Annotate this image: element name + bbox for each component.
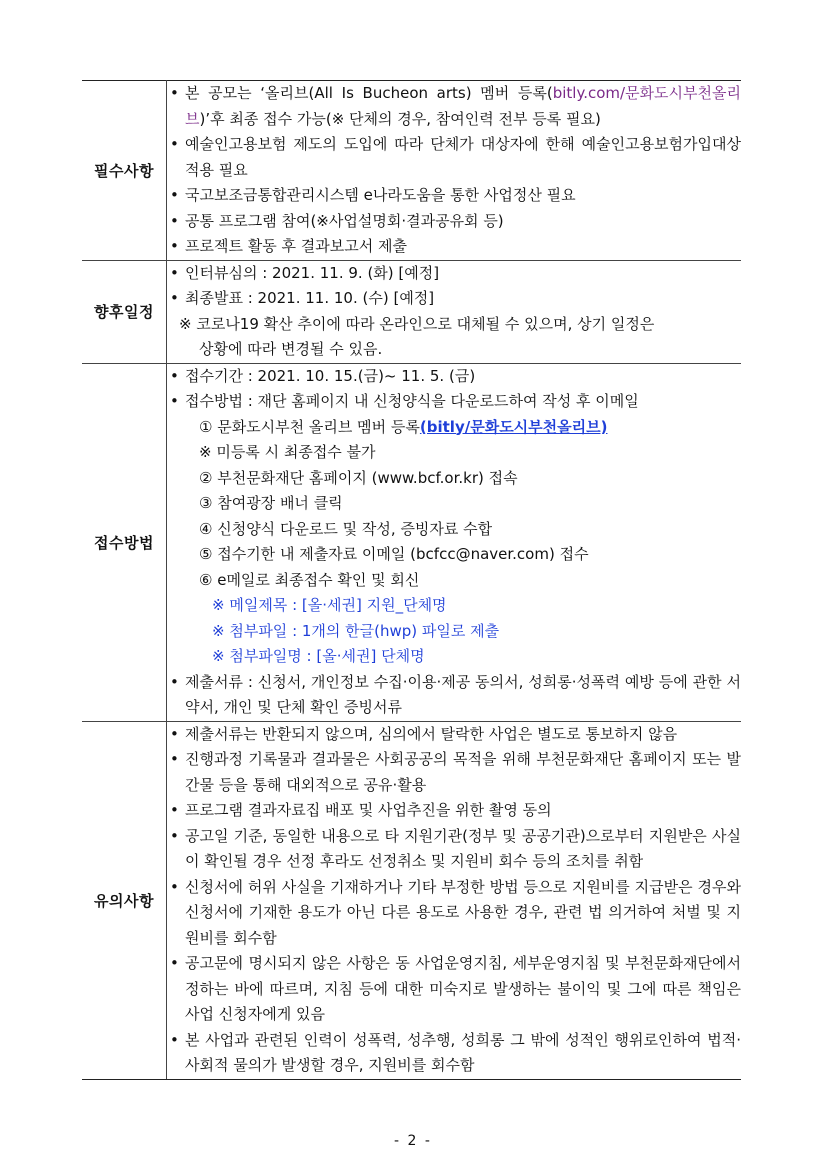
list-item: • 국고보조금통합관리시스템 e나라도움을 통한 사업정산 필요 [167, 183, 741, 209]
olive-registration-link[interactable]: (bitly/문화도시부천올리브) [419, 417, 608, 436]
list-item: • 공고일 기준, 동일한 내용으로 타 지원기관(정부 및 공공기관)으로부터 지원받은 사실이 확인될 경우 선정 후라도 선정취소 및 지원비 회수 등의 조치를 취함 [167, 824, 741, 875]
list-item: • 예술인고용보험 제도의 도입에 따라 단체가 대상자에 한해 예술인고용보험가입대상 적용 필요 [167, 132, 741, 183]
list-item: • 본 공모는 ‘올리브(All Is Bucheon arts) 멤버 등록(bitly.com/문화도시부천올리브)’후 최종 접수 가능(※ 단체의 경우, 참여인력 전부 등록 필요) [167, 81, 741, 132]
list-item: • 인터뷰심의 : 2021. 11. 9. (화) [예정] [167, 261, 741, 287]
list-item: • 프로그램 결과자료집 배포 및 사업추진을 위한 촬영 동의 [167, 798, 741, 824]
list-item: • 진행과정 기록물과 결과물은 사회공공의 목적을 위해 부천문화재단 홈페이지 또는 발간물 등을 통해 대외적으로 공유·활용 [167, 747, 741, 798]
list-item: • 접수방법 : 재단 홈페이지 내 신청양식을 다운로드하여 작성 후 이메일 [167, 389, 741, 415]
section-body-application [167, 363, 742, 721]
list-item: • 본 사업과 관련된 인력이 성폭력, 성추행, 성희롱 그 밖에 성적인 행위로인하여 법적·사회적 물의가 발생할 경우, 지원비를 회수함 [167, 1028, 741, 1079]
document-body [82, 80, 741, 1080]
section-title-schedule: 향후일정 [82, 260, 167, 363]
section-title-application: 접수방법 [82, 363, 167, 721]
section-body-schedule [167, 260, 742, 363]
section-schedule [82, 260, 741, 363]
step-note: ※ 미등록 시 최종접수 불가 [199, 443, 376, 461]
section-title-caution: 유의사항 [82, 721, 167, 1079]
section-application [82, 363, 741, 721]
section-required [82, 81, 741, 261]
step-item: ⑥ e메일로 최종접수 확인 및 회신 [199, 570, 420, 589]
section-title-required: 필수사항 [82, 81, 167, 261]
section-body-required [167, 81, 742, 261]
step-item: ③ 참여광장 배너 클릭 [199, 494, 343, 512]
schedule-note: ※ 코로나19 확산 추이에 따라 온라인으로 대체될 수 있으며, 상기 일정은 상황에 따라 변경될 수 있음. [179, 314, 655, 358]
list-item: • 신청서에 허위 사실을 기재하거나 기타 부정한 방법 등으로 지원비를 지급받은 경우와 신청서에 기재한 용도가 아닌 다른 용도로 사용한 경우, 관련 법 의거하여 처벌 및 지원비를 회수함 [167, 875, 741, 952]
member-registration-link[interactable]: bitly.com/문화도시부천올리브 [185, 84, 741, 128]
step-item: ① 문화도시부천 올리브 멤버 등록(bitly/문화도시부천올리브) [199, 417, 608, 436]
list-item: • 공고문에 명시되지 않은 사항은 동 사업운영지침, 세부운영지침 및 부천문화재단에서 정하는 바에 따르며, 지침 등에 대한 미숙지로 발생하는 불이익 및 그에 따른 책임은 사업 신청자에게 있음 [167, 951, 741, 1028]
step-item: ⑤ 접수기한 내 제출자료 이메일 (bcfcc@naver.com) 접수 [199, 545, 589, 563]
list-item: • 공통 프로그램 참여(※사업설명회·결과공유회 등) [167, 209, 741, 235]
step-item: ④ 신청양식 다운로드 및 작성, 증빙자료 수합 [199, 519, 493, 538]
mail-note: ※ 첨부파일명 : [올·세권] 단체명 [212, 647, 425, 665]
list-item: • 제출서류 : 신청서, 개인정보 수집·이용·제공 동의서, 성희롱·성폭력 예방 등에 관한 서약서, 개인 및 단체 확인 증빙서류 [167, 670, 741, 721]
list-item: • 최종발표 : 2021. 11. 10. (수) [예정] [167, 286, 741, 312]
mail-note: ※ 첨부파일 : 1개의 한글(hwp) 파일로 제출 [212, 621, 500, 640]
section-body-caution [167, 721, 742, 1079]
mail-note: ※ 메일제목 : [올·세권] 지원_단체명 [212, 596, 447, 614]
list-item: • 제출서류는 반환되지 않으며, 심의에서 탈락한 사업은 별도로 통보하지 않음 [167, 722, 741, 748]
section-caution [82, 721, 741, 1079]
application-steps [167, 415, 741, 594]
step-item: ② 부천문화재단 홈페이지 (www.bcf.or.kr) 접속 [199, 468, 518, 487]
page-number: - 2 - [394, 1133, 432, 1149]
list-item: • 프로젝트 활동 후 결과보고서 제출 [167, 234, 741, 260]
list-item: • 접수기간 : 2021. 10. 15.(금)~ 11. 5. (금) [167, 364, 741, 390]
info-table [82, 80, 741, 1080]
